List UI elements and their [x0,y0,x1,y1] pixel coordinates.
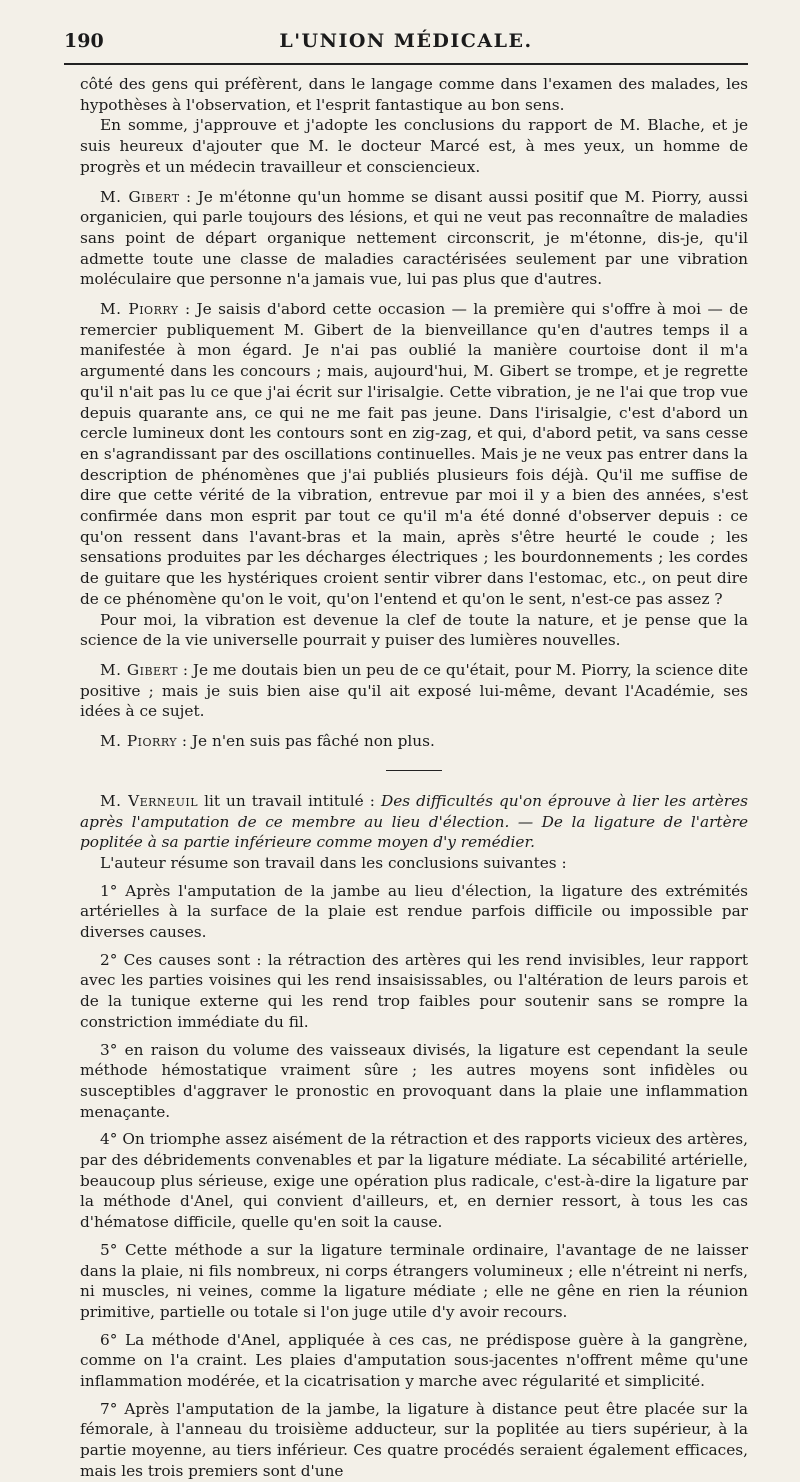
speaker-name: M. Piorry [100,732,178,751]
paragraph: côté des gens qui préfèrent, dans le langage comme dans l'examen des malades, les hypothèses à l'observation, et l'esprit fantastique au bon sens. [80,75,748,114]
body-text [80,74,748,1482]
speaker-name: M. Verneuil [100,791,199,810]
conclusion-item: 5° Cette méthode a sur la ligature terminale ordinaire, l'avantage de ne laisser dans la plaie, ni fils nombreux, ni corps étrangers volumineux ; elle n'étreint ni nerfs, ni muscles, ni veines, comme la ligature médiate ; elle ne gêne en rien la réunion primitive, partielle ou totale si l'on juge utile d'y avoir recours. [80,1240,748,1321]
paragraph-piorry-1: M. Piorry : Je saisis d'abord cette occasion — la première qui s'offre à moi — de remercier publiquement M. Gibert de la bienveillance qu'en d'autres temps il a manifestée à mon égard. Je n'ai pas oublié la manière courtoise dont il m'a argumenté dans les concours ; mais, aujourd'hui, M. Gibert se trompe, et je regrette qu'il n'ait pas lu ce que j'ai écrit sur l'irisalgie. Cette vibration, je ne l'ai que trop vue depuis quarante ans, ce qui ne me fait pas jeune. Dans l'irisalgie, c'est d'abord un cercle lumineux dont les contours sont en zig-zag, et qui, d'abord petit, va sans cesse en s'agrandissant par des oscillations continuelles. Mais je ne veux pas entrer dans la description de phénomènes que j'ai publiés plusieurs fois déjà. Qu'il me suffise de dire que cette vérité de la vibration, entrevue par moi il y a bien des années, s'est confirmée dans mon esprit par tout ce qu'il m'a été donné d'observer depuis : ce qu'on ressent dans l'avant-bras et la main, après s'être heurté le coude ; les sensations produites par les décharges électriques ; les bourdonnements ; les cordes de guitare que les hystériques croient sentir vibrer dans l'estomac, etc., on peut dire de ce phénomène qu'on le voit, qu'on l'entend et qu'on le sent, n'est-ce pas assez ? [80,300,748,608]
speaker-name: M. Piorry [100,300,179,319]
conclusion-item: 2° Ces causes sont : la rétraction des artères qui les rend invisibles, leur rapport avec les parties voisines qui les rend insaisissables, ou l'altération de leurs parois et de la tunique externe qui les rend trop faibles pour soutenir sans se rompre la constriction immédiate du fil. [80,950,748,1031]
page-header [64,28,748,58]
speaker-name: M. Gibert [100,187,180,206]
conclusion-item: 4° On triomphe assez aisément de la rétraction et des rapports vicieux des artères, par des débridements convenables et par la ligature médiate. La sécabilité artérielle, beaucoup plus sérieuse, exige une opération plus radicale, c'est-à-dire la ligature par la méthode d'Anel, qui convient d'ailleurs, et, en dernier ressort, à tous les cas d'hématose difficile, quelle qu'en soit la cause. [80,1130,748,1232]
paragraph: Pour moi, la vibration est devenue la clef de toute la nature, et je pense que la science de la vie universelle pourrait y puiser des lumières nouvelles. [80,610,748,650]
paragraph-gibert-2: M. Gibert : Je me doutais bien un peu de ce qu'était, pour M. Piorry, la science dite positive ; mais je suis bien aise qu'il ait exposé lui-même, devant l'Académie, ses idées à ce sujet. [80,660,748,721]
conclusion-item: 7° Après l'amputation de la jambe, la ligature à distance peut être placée sur la fémorale, à l'anneau du troisième adducteur, sur la poplitée au tiers supérieur, à la partie moyenne, au tiers inférieur. Ces quatre procédés seraient également efficaces, mais les trois premiers sont d'une [80,1399,748,1480]
conclusion-item: 6° La méthode d'Anel, appliquée à ces cas, ne prédispose guère à la gangrène, comme on l'a craint. Les plaies d'amputation sous-jacentes n'offrent même qu'une inflammation modérée, et la cicatrisation y marche avec régularité et simplicité. [80,1330,748,1391]
paragraph-piorry-2: M. Piorry : Je n'en suis pas fâché non plus. [100,732,435,751]
page-number: 190 [64,30,104,52]
conclusions-lead: L'auteur résume son travail dans les conclusions suivantes : [100,853,567,872]
running-title: L'UNION MÉDICALE. [279,30,533,52]
paper-title: Des difficultés qu'on éprouve à lier les artères après l'amputation de ce membre au lieu d'élection. — De la ligature de l'artère poplitée à sa partie inférieure comme moyen d'y remédier. [80,791,748,852]
paragraph-verneuil: M. Verneuil lit un travail intitulé : Des difficultés qu'on éprouve à lier les artères après l'amputation de ce membre au lieu d'élection. — De la ligature de l'artère poplitée à sa partie inférieure comme moyen d'y remédier. [80,791,748,852]
conclusion-item: 1° Après l'amputation de la jambe au lieu d'élection, la ligature des extrémités artérielles à la surface de la plaie est rendue parfois difficile ou impossible par diverses causes. [80,881,748,942]
speaker-name: M. Gibert [100,660,178,679]
header-rule [64,63,748,65]
conclusion-item: 3° en raison du volume des vaisseaux divisés, la ligature est cependant la seule méthode hémostatique vraiment sûre ; les autres moyens sont infidèles ou susceptibles d'aggraver le pronostic en provoquant dans la plaie une inflammation menaçante. [80,1040,748,1121]
paragraph-gibert-1: M. Gibert : Je m'étonne qu'un homme se disant aussi positif que M. Piorry, aussi organicien, qui parle toujours des lésions, et qui ne veut pas reconnaître de maladies sans point de départ organique nettement circonscrit, je m'étonne, dis-je, qu'il admette toute une classe de maladies caractérisées seulement par une vibration moléculaire que personne n'a jamais vue, lui pas plus que d'autres. [80,187,748,289]
section-separator [386,770,442,771]
paragraph: En somme, j'approuve et j'adopte les conclusions du rapport de M. Blache, et je suis heureux d'ajouter que M. le docteur Marcé est, à mes yeux, un homme de progrès et un médecin travailleur et consciencieux. [80,116,748,176]
